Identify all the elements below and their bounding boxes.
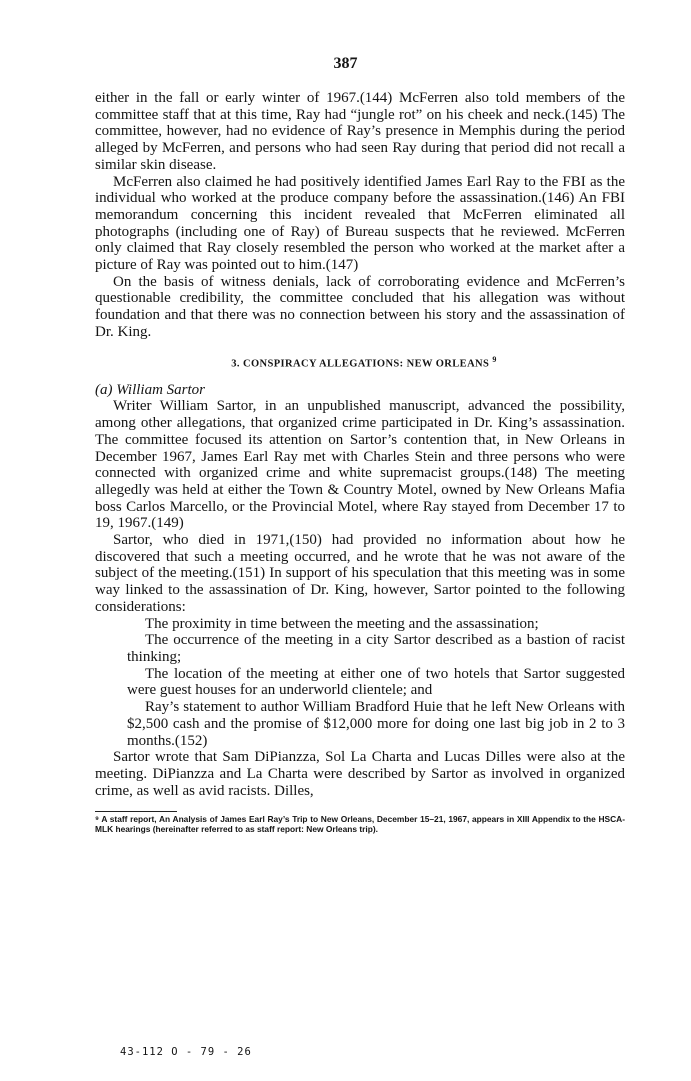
list-item — [127, 666, 625, 699]
paragraph: Writer William Sartor, in an unpublished manuscript, advanced the possibility, among other allegations, that organized crime participated in Dr. King’s assassination. The committee focused its attention on Sartor’s contention that, in New Orleans in December 1967, James Earl Ray met with Charles Stein and three persons who were connected with organized crime and white supremacist groups.(148) The meeting allegedly was held at either the Town & Country Motel, owned by New Orleans Mafia boss Carlos Marcello, or the Provincial Motel, where Ray stayed from December 17 to 19, 1967.(149) — [95, 398, 625, 532]
print-code: 43-112 O - 79 - 26 — [120, 1046, 252, 1058]
paragraph: Sartor wrote that Sam DiPianzza, Sol La Charta and Lucas Dilles were also at the meeting. DiPianzza and La Charta were described by Sartor as involved in organized crime, as well as avid racists. Dilles, — [95, 749, 625, 799]
paragraph: either in the fall or early winter of 1967.(144) McFerren also told members of the committee staff that at this time, Ray had “jungle rot” on his cheek and neck.(145) The committee, however, had no evidence of Ray’s presence in Memphis during the period alleged by McFerren, and persons who had seen Ray during that period did not recall a similar skin disease. — [95, 90, 625, 173]
list-item-text: The location of the meeting at either one of two hotels that Sartor suggested were guest houses for an underworld clientele; and — [127, 665, 625, 699]
footnote-divider — [95, 811, 177, 812]
section-heading — [95, 352, 625, 373]
paragraph: On the basis of witness denials, lack of corroborating evidence and McFerren’s questionable credibility, the committee concluded that his allegation was without foundation and that there was no connection between his story and the assassination of Dr. King. — [95, 273, 625, 340]
footnote-marker: 9 — [492, 354, 497, 364]
subsection-heading: (a) William Sartor — [95, 381, 206, 398]
list-item-text: Ray’s statement to author William Bradford Huie that he left New Orleans with $2,500 cash and the promise of $12,000 more for doing one last big job in 2 to 3 months.(152) — [127, 699, 625, 749]
paragraph: Sartor, who died in 1971,(150) had provided no information about how he discovered that such a meeting occurred, and he wrote that he was not aware of the subject of the meeting.(151) In support of his speculation that this meeting was in some way linked to the assassination of Dr. King, however, Sartor pointed to the following considerations: — [95, 532, 625, 615]
paragraph: McFerren also claimed he had positively identified James Earl Ray to the FBI as the individual who worked at the produce company before the assassination.(146) An FBI memorandum concerning this incident revealed that McFerren eliminated all photographs (including one of Ray) of Bureau suspects that he reviewed. McFerren only claimed that Ray closely resembled the person who worked at the market after a picture of Ray was pointed out to him.(147) — [95, 173, 625, 274]
list-item — [127, 616, 625, 633]
page-body — [95, 90, 625, 835]
list-item-text: The occurrence of the meeting in a city Sartor described as a bastion of racist thinking; — [127, 632, 625, 665]
list-item — [127, 699, 625, 749]
list-item — [127, 632, 625, 665]
footnote: ⁹ A staff report, An Analysis of James Earl Ray’s Trip to New Orleans, December 15–21, 1967, appears in XIII Appendix to the HSCA-MLK hearings (hereinafter referred to as staff report: New Orleans trip). — [95, 814, 625, 834]
section-heading-text: 3. CONSPIRACY ALLEGATIONS: NEW ORLEANS — [231, 358, 490, 370]
page-number: 387 — [333, 55, 358, 72]
list-item-text: The proximity in time between the meeting and the assassination; — [145, 615, 539, 632]
